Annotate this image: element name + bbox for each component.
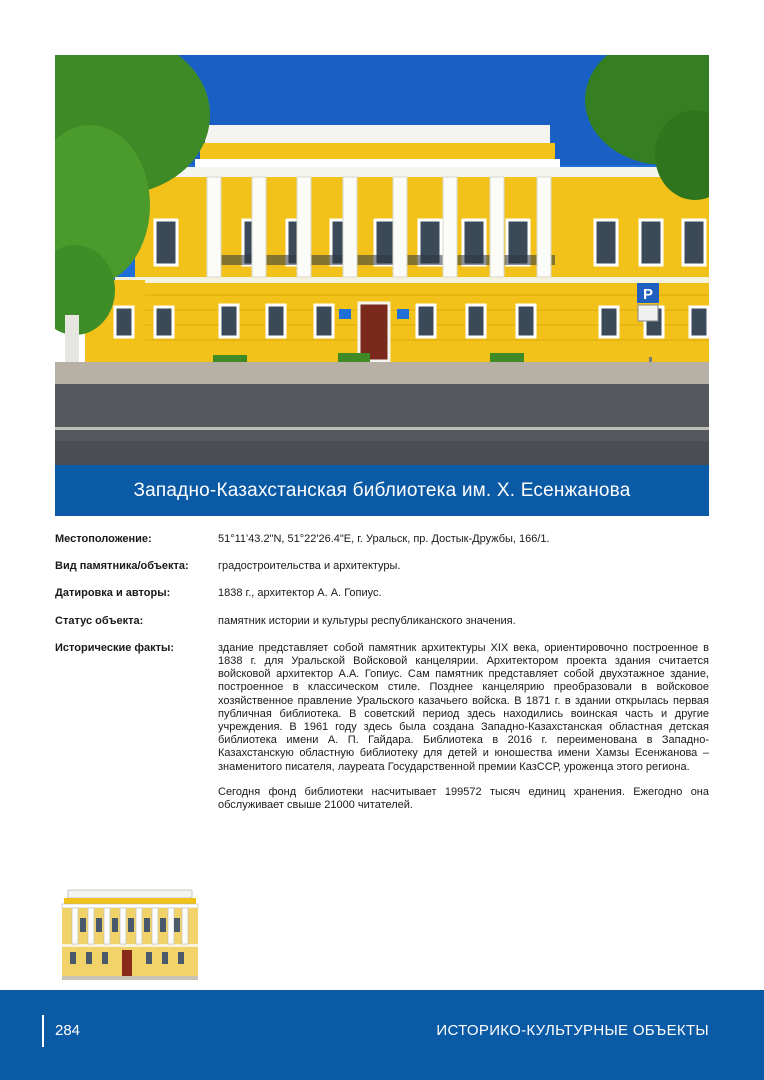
history-paragraph: здание представляет собой памятник архитектуры XIX века, ориентировочно построенное в 1838 г. для Уральской Войсковой канцелярии. Архитектором проекта здания считается войсковой архитектор А.А. Гопиус. Сам памятник представляет собой двухэтажное здание, построенное в классическом стиле. Позднее канцелярию преобразовали в войсковое хозяйственное правление Уральского казачьего войска. В 1871 г. в здании открылась первая публичная библиотека. В советский период здесь находились воинская часть и другие учреждения. В 1961 году здесь была создана Западно-Казахстанская областная детская библиотека имени А. П. Гайдара. Библиотека в 2016 г. переименована в Западно-Казахстанскую областную библиотеку для детей и юношества имени Хамзы Есенжанова – знаменитого писателя, лауреата Государственной премии КазССР, уроженца этого региона. [218,641,709,773]
building-thumbnail [60,888,200,981]
history-paragraph: Сегодня фонд библиотеки насчитывает 199572 тысяч единиц хранения. Ежегодно она обслуживает свыше 21000 читателей. [218,785,709,812]
info-table [55,533,709,838]
svg-text:P: P [642,286,654,303]
field-value: 1838 г., архитектор А. А. Гопиус. [218,587,382,600]
field-value: памятник истории и культуры республиканского значения. [218,614,516,627]
field-label: Исторические факты: [55,641,175,654]
page-number: 284 [55,1022,81,1039]
page-footer [0,990,764,1080]
hero-photo [55,55,709,465]
section-title: ИСТОРИКО-КУЛЬТУРНЫЕ ОБЪЕКТЫ [436,1022,709,1039]
field-value [218,642,709,824]
field-label: Датировка и авторы: [55,587,171,600]
parking-sign-icon [637,283,659,303]
info-row-location [55,533,709,546]
info-row-status [55,615,709,628]
info-row-dating [55,587,709,600]
field-label: Статус объекта: [55,614,144,627]
field-value: градостроительства и архитектуры. [218,560,401,573]
field-label: Вид памятника/объекта: [55,560,189,573]
field-value: 51°11'43.2"N, 51°22'26.4"E, г. Уральск, пр. Достык-Дружбы, 166/1. [218,533,550,545]
field-label: Местоположение: [55,533,152,545]
page-title: Западно-Казахстанская библиотека им. Х. Есенжанова [55,465,709,516]
info-row-history [55,642,709,824]
footer-divider [42,1015,44,1047]
info-row-type [55,560,709,573]
